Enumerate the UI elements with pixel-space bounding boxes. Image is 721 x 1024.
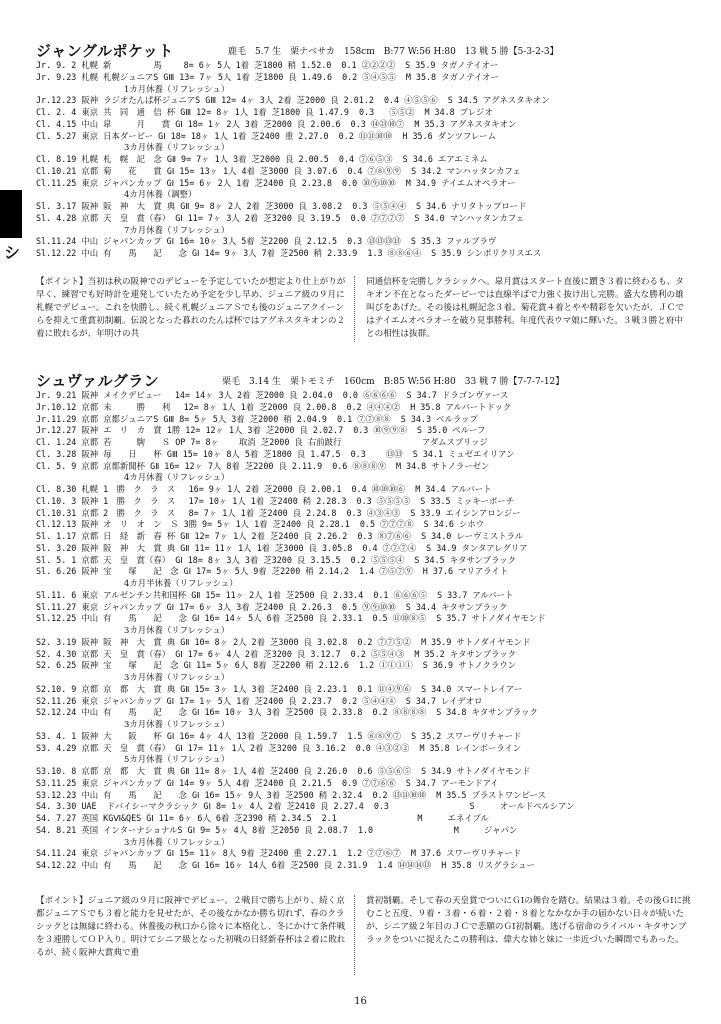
race-row: Sl. 4.28 京都 天 皇 賞（春） GⅠ 11= 7ヶ 3人 2着 芝3200 良 3.19.5 0.0 ⑦⑦⑦⑦ S 34.0 マンハッタンカフェ bbox=[36, 212, 525, 223]
race-row: Cl.11.25 東京 ジャパンカップ GⅠ 15= 6ヶ 2人 1着 芝2400 良 2.23.8 0.0 ⑩⑨⑩⑩ M 34.9 テイエムオペラオー bbox=[36, 177, 516, 188]
race-row: Cl. 5.27 東京 日本ダービー GⅠ 18= 18ヶ 1人 1着 芝2400 重 2.27.0 0.2 ⑪⑪⑩⑩ H 35.6 ダンツフレーム bbox=[36, 130, 497, 141]
rest-period-row: 3カ月休養（リフレッシュ） bbox=[124, 719, 230, 729]
column-divider bbox=[354, 276, 355, 342]
race-row: Jr.12.23 阪神 ラジオたんぱ杯ジュニアS GⅢ 12= 4ヶ 3人 2着 芝2000 良 2.01.2 0.4 ④⑤⑤⑥ S 34.5 アグネスタキオン bbox=[36, 95, 550, 106]
page-number: 16 bbox=[354, 996, 367, 1007]
race-row: Cl. 5. 9 京都 京都新聞杯 GⅡ 16= 12ヶ 7人 8着 芝2200 良 2.11.9 0.6 ⑧⑧⑧⑨ M 34.8 サトノラーゼン bbox=[36, 460, 490, 471]
horse-profile: 栗毛 3.14 生 栗トモミチ 160cm B:85 W:56 H:80 33 戦 7 勝【7-7-7-12】 bbox=[222, 377, 565, 387]
commentary-left: 【ポイント】当初は秋の阪神でのデビューを予定していたが想定より仕上がりが早く、練習でも好時計を連発していたため予定を少し早め、ジュニア級の９月に札幌でデビュー。これを快勝し、続く札幌ジュニアＳでも後のジュニアクイーンらを抑えて重賞初制覇。伝説となった暮れのたんぱ杯ではアグネスタキオンの２着に敗れるが、年明けの共 bbox=[36, 277, 346, 339]
race-row: Sl. 3.20 阪神 阪 神 大 賞 典 GⅡ 11= 11ヶ 1人 1着 芝3000 良 3.05.8 0.4 ⑦⑦⑦④ S 34.9 タンタアレグリア bbox=[36, 542, 528, 553]
rest-period-row: 4カ月半休養（リフレッシュ） bbox=[124, 578, 238, 588]
rest-period-row: 3カ月休養（リフレッシュ） bbox=[124, 836, 230, 847]
rest-period-row: 4カ月休養（調整） bbox=[124, 189, 197, 200]
race-row: Jr.12.27 阪神 エ リ カ 賞 1勝 12= 12ヶ 1人 3着 芝2000 良 2.02.7 0.3 ⑩⑨⑨⑧ S 35.0 ベルーフ bbox=[36, 425, 486, 436]
race-row: Cl.12.13 阪神 オ リ オ ン Ｓ 3勝 9= 5ヶ 1人 1着 芝2400 良 2.28.1 0.5 ⑦⑦⑦⑧ S 34.6 シホウ bbox=[36, 519, 485, 530]
rest-period-row: 3カ月休養（リフレッシュ） bbox=[124, 672, 230, 682]
race-record-list bbox=[36, 390, 686, 872]
race-row: Cl.10.31 京都 2 勝 ク ラ ス 8= 7ヶ 1人 1着 芝2400 良 2.24.8 0.3 ④③④③ S 33.9 エイシンアロンジー bbox=[36, 507, 521, 518]
race-row: S4. 3.30 UAE ドバイシーマクラシック GⅠ 8= 1ヶ 4人 2着 芝2410 良 2.27.4 0.3 S オールドペルシアン bbox=[36, 801, 575, 812]
race-row: Sl.11. 6 東京 アルゼンチン共和国杯 GⅡ 15= 11ヶ 2人 1着 芝2500 良 2.33.4 0.1 ⑥⑥⑥⑤ S 33.7 アルバート bbox=[36, 589, 514, 600]
race-row: S2. 3.19 阪神 阪 神 大 賞 典 GⅡ 10= 8ヶ 2人 2着 芝3000 良 3.02.8 0.2 ⑦⑦⑤② M 35.9 サトノダイヤモンド bbox=[36, 636, 531, 647]
race-row: S2.12.24 中山 有 馬 記 念 GⅠ 16= 10ヶ 3人 3着 芝2500 良 2.33.8 0.2 ⑧⑧⑧⑧ S 34.8 キタサンブラック bbox=[36, 707, 538, 718]
race-row: S2. 6.25 阪神 宝 塚 記 念 GⅠ 11= 5ヶ 6人 8着 芝2200 稍 2.12.6 1.2 ①①①① S 36.9 サトノクラウン bbox=[36, 660, 516, 671]
race-row: Jr.10.12 京都 未 勝 利 12= 8ヶ 1人 1着 芝2000 良 2.00.8 0.2 ④④④② H 35.8 アルバートドック bbox=[36, 401, 512, 412]
race-row: Jr.11.29 京都 京都ジュニアS GⅢ 8= 5ヶ 5人 3着 芝2000 稍 2.04.9 0.1 ⑦⑦⑧⑧ S 34.3 ベルラップ bbox=[36, 413, 478, 424]
race-row: Cl. 8.30 札幌 1 勝 ク ラ ス 16= 9ヶ 1人 2着 芝2000 良 2.00.1 0.4 ⑩⑩⑩⑥ M 34.4 アルバート bbox=[36, 484, 492, 494]
race-row: S4. 7.27 英国 KGⅥ&QES GⅠ 11= 6ヶ 6人 6着 芝2390 稍 2.34.5 2.1 M エネイブル bbox=[36, 813, 489, 823]
horse-2-commentary bbox=[36, 895, 691, 975]
rest-period-row: 3カ月休養（リフレッシュ） bbox=[124, 142, 230, 153]
race-row: Jr. 9.23 札幌 札幌ジュニアS GⅢ 13= 7ヶ 5人 1着 芝1800 良 1.49.6 0.2 ⑤④⑤⑤ M 35.8 タガノテイオー bbox=[36, 71, 499, 82]
race-row: Sl.11.24 中山 ジャパンカップ GⅠ 16= 10ヶ 3人 5着 芝2200 良 2.12.5 0.3 ⑬⑬⑬⑬ S 35.3 ファルブラヴ bbox=[36, 236, 497, 247]
race-row: Sl. 6.26 阪神 宝 塚 記 念 GⅠ 17= 5ヶ 5人 9着 芝2200 稍 2.14.2 1.4 ⑦⑤⑦⑨ H 37.6 マリアライト bbox=[36, 566, 509, 577]
race-row: S4.12.22 中山 有 馬 記 念 GⅠ 16= 16ヶ 14人 6着 芝2500 良 2.31.9 1.4 ⑭⑭⑭⑬ H 35.8 リスグラシュー bbox=[36, 860, 535, 870]
race-row: Cl. 1.24 京都 若 駒 Ｓ OP 7= 8ヶ 取消 芝2000 良 右前跛行 アダムスブリッジ bbox=[36, 437, 488, 447]
race-row: S2. 4.30 京都 天 皇 賞（春） GⅠ 17= 6ヶ 4人 2着 芝3200 良 3.12.7 0.2 ⑤⑤④③ M 35.2 キタサンブラック bbox=[36, 648, 517, 659]
horse-profile: 鹿毛 5.7 生 栗ナベサカ 158cm B:77 W:56 H:80 13 戦 5 勝【5-3-2-3】 bbox=[228, 47, 559, 57]
race-row: S2.11.26 東京 ジャパンカップ GⅠ 17= 1ヶ 5人 1着 芝2400 良 2.23.7 0.2 ⑤④④④ S 34.7 レイデオロ bbox=[36, 695, 483, 706]
section-tab-marker bbox=[0, 190, 22, 238]
race-row: S3.10. 8 京都 京 都 大 賞 典 GⅡ 11= 8ヶ 1人 4着 芝2400 良 2.26.0 0.6 ⑤⑤⑥⑤ S 34.9 サトノダイヤモンド bbox=[36, 766, 531, 776]
horse-name: シュヴァルグラン bbox=[36, 372, 160, 390]
race-row: Sl.12.25 中山 有 馬 記 念 GⅠ 16= 14ヶ 5人 6着 芝2500 良 2.33.1 0.5 ⑪⑩⑧⑤ S 35.7 サトノダイヤモンド bbox=[36, 613, 546, 624]
rest-period-row: 3カ月休養（リフレッシュ） bbox=[124, 625, 230, 635]
horse-name: ジャングルポケット bbox=[36, 42, 174, 60]
race-row: S2.10. 9 京都 京 都 大 賞 典 GⅡ 15= 3ヶ 1人 3着 芝2400 良 2.23.1 0.1 ⑪④⑨⑥ S 34.0 スマートレイアー bbox=[36, 683, 523, 694]
race-row: Cl. 4.15 中山 皐 月 賞 GⅠ 18= 1ヶ 2人 3着 芝2000 良 2.00.6 0.3 ⑭⑬⑩⑦ M 35.3 アグネスタキオン bbox=[36, 118, 517, 129]
section-tab-label: シ bbox=[4, 243, 21, 262]
race-record-list bbox=[36, 60, 686, 260]
commentary-right: 賞初制覇。そして春の天皇賞でついにＧⅠの舞台を踏む。結果は３着。その後ＧⅠに挑むこと五度、９着・３着・６着・２着・８着となかなか手の届かない日々が続いたが、シニア級２年目のＪＣで悲願のＧⅠ初制覇。逃げる宿命のライバル・キタサンブラックをついに捉えたこの勝利は、偉大な姉と妹に一歩近づいた瞬間でもあった。 bbox=[366, 896, 691, 945]
race-row: Cl. 8.19 札幌 札 幌 記 念 GⅡ 9= 7ヶ 1人 3着 芝2000 良 2.00.5 0.4 ⑦⑥⑤③ S 34.6 エアエミネム bbox=[36, 154, 488, 164]
race-row: Sl. 3.17 阪神 阪 神 大 賞 典 GⅡ 9= 8ヶ 2人 2着 芝3000 良 3.08.2 0.3 ⑤⑤④④ S 34.6 ナリタトップロード bbox=[36, 201, 527, 211]
race-row: Cl.10.21 京都 菊 花 賞 GⅠ 15= 13ヶ 1人 4着 芝3000 良 3.07.6 0.4 ⑦⑧⑨⑨ S 34.2 マンハッタンカフェ bbox=[36, 165, 521, 176]
rest-period-row: 1カ月休養（リフレッシュ） bbox=[124, 83, 230, 94]
horse-entry-1 bbox=[36, 40, 686, 260]
race-row: Sl. 1.17 京都 日 経 新 春 杯 GⅡ 12= 7ヶ 1人 2着 芝2400 良 2.26.2 0.3 ⑧⑦⑥⑥ S 34.0 レーヴミストラル bbox=[36, 531, 524, 541]
race-row: Jr. 9.21 阪神 メイクデビュー 14= 14ヶ 3人 2着 芝2000 良 2.04.0 0.0 ⑥⑥⑥⑥ S 34.7 ドラゴンヴァース bbox=[36, 390, 509, 400]
race-row: Sl.12.22 中山 有 馬 記 念 GⅠ 14= 9ヶ 3人 7着 芝2500 稍 2.33.9 1.3 ⑧⑧⑥④ S 35.9 シンボリクリスエス bbox=[36, 248, 542, 258]
rest-period-row: 4カ月休養（リフレッシュ） bbox=[124, 472, 230, 483]
race-row: S3.12.23 中山 有 馬 記 念 GⅠ 16= 15ヶ 9人 3着 芝2500 稍 2.32.4 0.2 ⑬⑪⑩⑩ M 35.5 ブラストワンピース bbox=[36, 789, 546, 800]
rest-period-row: 7カ月休養（リフレッシュ） bbox=[124, 224, 230, 235]
race-row: S3. 4.29 京都 天 皇 賞（春） GⅠ 17= 11ヶ 1人 2着 芝3200 良 3.16.2 0.0 ④③②② M 35.8 レインボーライン bbox=[36, 742, 522, 753]
race-row: Cl.10. 3 阪神 1 勝 ク ラ ス 17= 10ヶ 1人 1着 芝2400 稍 2.28.3 0.3 ⑤⑤⑤⑤ S 33.5 ミッキーポーチ bbox=[36, 495, 515, 506]
race-row: Cl. 2. 4 東京 共 同 通 信 杯 GⅢ 12= 8ヶ 1人 1着 芝1800 良 1.47.9 0.3 ⑤⑤② M 34.8 プレジオ bbox=[36, 107, 493, 117]
race-row: Sl.11.27 東京 ジャパンカップ GⅠ 17= 6ヶ 3人 3着 芝2400 良 2.26.3 0.5 ⑨⑨⑩⑩ S 34.4 キタサンブラック bbox=[36, 601, 508, 612]
horse-entry-2 bbox=[36, 370, 686, 872]
race-row: S4. 8.21 英国 インターナショナルS GⅠ 9= 5ヶ 4人 8着 芝2050 良 2.08.7 1.0 M ジャパン bbox=[36, 824, 518, 835]
race-row: S3.11.25 東京 ジャパンカップ GⅠ 14= 9ヶ 5人 4着 芝2400 良 2.21.5 0.9 ⑦⑦⑥⑥ S 34.7 アーモンドアイ bbox=[36, 777, 499, 788]
horse-1-commentary bbox=[36, 276, 691, 342]
race-row: S4.11.24 東京 ジャパンカップ GⅠ 15= 11ヶ 8人 9着 芝2400 重 2.27.1 1.2 ⑦⑦⑥⑦ M 37.6 スワーヴリチャード bbox=[36, 848, 522, 859]
commentary-left: 【ポイント】ジュニア級の９月に阪神でデビュー。２戦目で勝ち上がり、続く京都ジュニアＳでも３着と能力を見せたが、その後なかなか勝ち切れず、春のクラシックとは無縁に終わる。休養後の秋口から徐々に本格化し、冬にかけて条件戦を３連勝してＯＰ入り。明けてシニア級となった初戦の日経新春杯は２着に敗れるが、続く阪神大賞典で重 bbox=[36, 896, 346, 958]
race-row: S3. 4. 1 阪神 大 阪 杯 GⅠ 16= 4ヶ 4人 13着 芝2000 良 1.59.7 1.5 ⑥⑧⑨⑦ S 35.2 スワーヴリチャード bbox=[36, 730, 522, 741]
column-divider bbox=[354, 895, 355, 975]
race-row: Jr. 9. 2 札幌 新 馬 8= 6ヶ 5人 1着 芝1800 稍 1.52.0 0.1 ②②②② S 35.9 タガノテイオー bbox=[36, 60, 499, 70]
race-row: Sl. 5. 1 京都 天 皇 賞（春） GⅠ 18= 8ヶ 3人 3着 芝3200 良 3.15.5 0.2 ⑤⑤⑤④ S 34.5 キタサンブラック bbox=[36, 554, 517, 565]
race-row: Cl. 3.28 阪神 毎 日 杯 GⅢ 15= 10ヶ 8人 5着 芝1800 良 1.47.5 0.3 ⑬⑬ S 34.1 ミュゼエイリアン bbox=[36, 448, 515, 459]
rest-period-row: 5カ月休養（リフレッシュ） bbox=[124, 754, 230, 765]
commentary-right: 同通信杯を完勝しクラシックへ。皐月賞はスタート直後に躓き３着に終わるも、タキオン不在となったダービーでは直線半ばで力強く抜け出し完勝。盛大な勝利の雄叫びをあげた。その後は札幌記念３着、菊花賞４着とやや精彩を欠いたが、ＪＣではテイエムオペラオーを破り見事勝利。年度代表ウマ娘に輝いた。３戦３勝と府中との相性は抜群。 bbox=[366, 277, 684, 339]
